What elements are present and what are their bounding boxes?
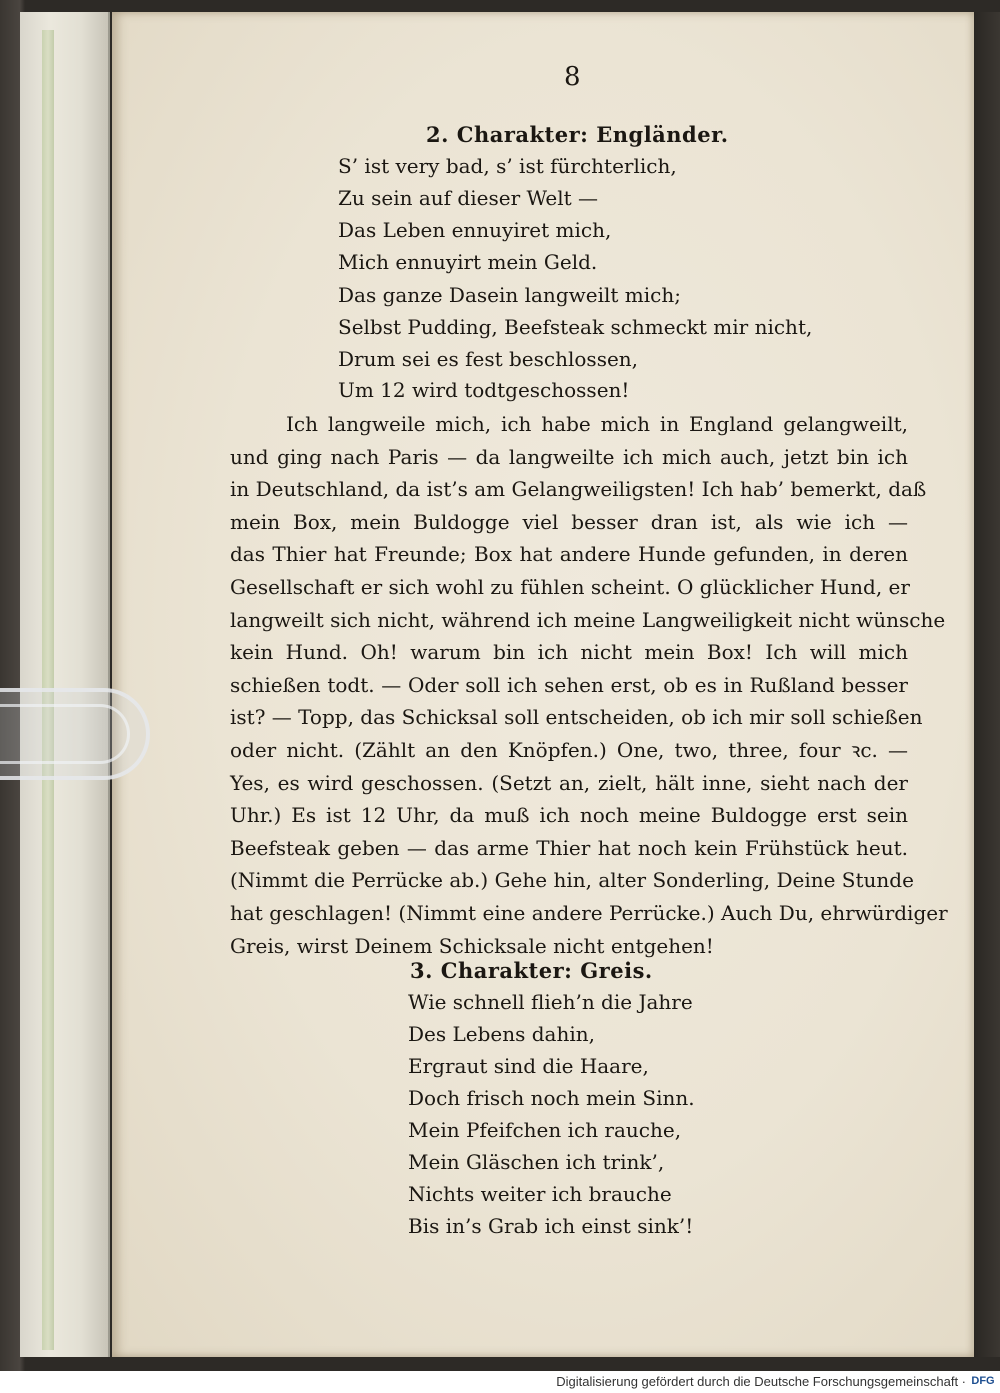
verse-line: Mein Gläschen ich trink’, xyxy=(408,1150,665,1174)
prose-line: in Deutschland, da ist’s am Gelangweiligsten! Ich hab’ bemerkt, daß xyxy=(230,477,927,502)
verse-line: Drum sei es fest beschlossen, xyxy=(338,347,639,371)
footer-credit: Digitalisierung gefördert durch die Deutsche Forschungsgemeinschaft · xyxy=(556,1374,966,1389)
previous-page-edge xyxy=(20,12,110,1357)
paper-clip-inner-loop xyxy=(0,704,130,764)
verse-line: Ergraut sind die Haare, xyxy=(408,1054,649,1078)
verse-line: Selbst Pudding, Beefsteak schmeckt mir nicht, xyxy=(338,315,813,339)
verse-line: Das ganze Dasein langweilt mich; xyxy=(338,283,681,307)
prose-line: Gesellschaft er sich wohl zu fühlen scheint. O glücklicher Hund, er xyxy=(230,574,910,599)
verse-line: Nichts weiter ich brauche xyxy=(408,1182,672,1206)
prose-line: langweilt sich nicht, während ich meine Langweiligkeit nicht wünsche xyxy=(230,607,946,632)
prose-line: oder nicht. (Zählt an den Knöpfen.) One, two, three, four ꝛc. — xyxy=(230,737,908,762)
verse-line: S’ ist very bad, s’ ist fürchterlich, xyxy=(338,154,677,178)
prose-line: kein Hund. Oh! warum bin ich nicht mein Box! Ich will mich xyxy=(230,640,908,665)
prose-line: Ich langweile mich, ich habe mich in England gelangweilt, xyxy=(286,412,908,436)
prose-line: ist? — Topp, das Schicksal soll entscheiden, ob ich mir soll schießen xyxy=(230,705,923,730)
page-number: 8 xyxy=(564,62,581,92)
prose-line: schießen todt. — Oder soll ich sehen erst, ob es in Rußland besser xyxy=(230,672,908,697)
section-heading-greis: 3. Charakter: Greis. xyxy=(410,958,653,983)
prose-line: mein Box, mein Buldogge viel besser dran ist, als wie ich — xyxy=(230,509,908,534)
prose-line: Uhr.) Es ist 12 Uhr, da muß ich noch meine Buldogge erst sein xyxy=(230,803,908,828)
prose-line: (Nimmt die Perrücke ab.) Gehe hin, alter Sonderling, Deine Stunde xyxy=(230,868,914,893)
verse-line: Des Lebens dahin, xyxy=(408,1022,595,1046)
verse-line: Wie schnell flieh’n die Jahre xyxy=(408,990,693,1014)
prose-line: Yes, es wird geschossen. (Setzt an, zielt, hält inne, sieht nach der xyxy=(230,770,908,795)
prose-line: und ging nach Paris — da langweilte ich mich auch, jetzt bin ich xyxy=(230,444,908,469)
prose-line: Beefsteak geben — das arme Thier hat noch kein Frühstück heut. xyxy=(230,835,908,860)
verse-line: Mich ennuyirt mein Geld. xyxy=(338,250,598,274)
verse-line: Das Leben ennuyiret mich, xyxy=(338,218,612,242)
verse-line: Um 12 wird todtgeschossen! xyxy=(338,378,630,402)
prose-line: das Thier hat Freunde; Box hat andere Hunde gefunden, in deren xyxy=(230,542,908,567)
digitization-footer xyxy=(0,1371,1000,1393)
verse-line: Bis in’s Grab ich einst sink’! xyxy=(408,1214,694,1238)
verse-line: Doch frisch noch mein Sinn. xyxy=(408,1086,695,1110)
verse-line: Mein Pfeifchen ich rauche, xyxy=(408,1118,682,1142)
prose-line: hat geschlagen! (Nimmt eine andere Perrücke.) Auch Du, ehrwürdiger xyxy=(230,900,948,925)
verse-line: Zu sein auf dieser Welt — xyxy=(338,186,599,210)
dfg-logo: DFG xyxy=(971,1375,995,1387)
scanner-edge xyxy=(974,12,1000,1357)
section-heading-englaender: 2. Charakter: Engländer. xyxy=(426,122,729,147)
prose-line: Greis, wirst Deinem Schicksale nicht entgehen! xyxy=(230,933,714,958)
prose-block xyxy=(230,408,948,962)
